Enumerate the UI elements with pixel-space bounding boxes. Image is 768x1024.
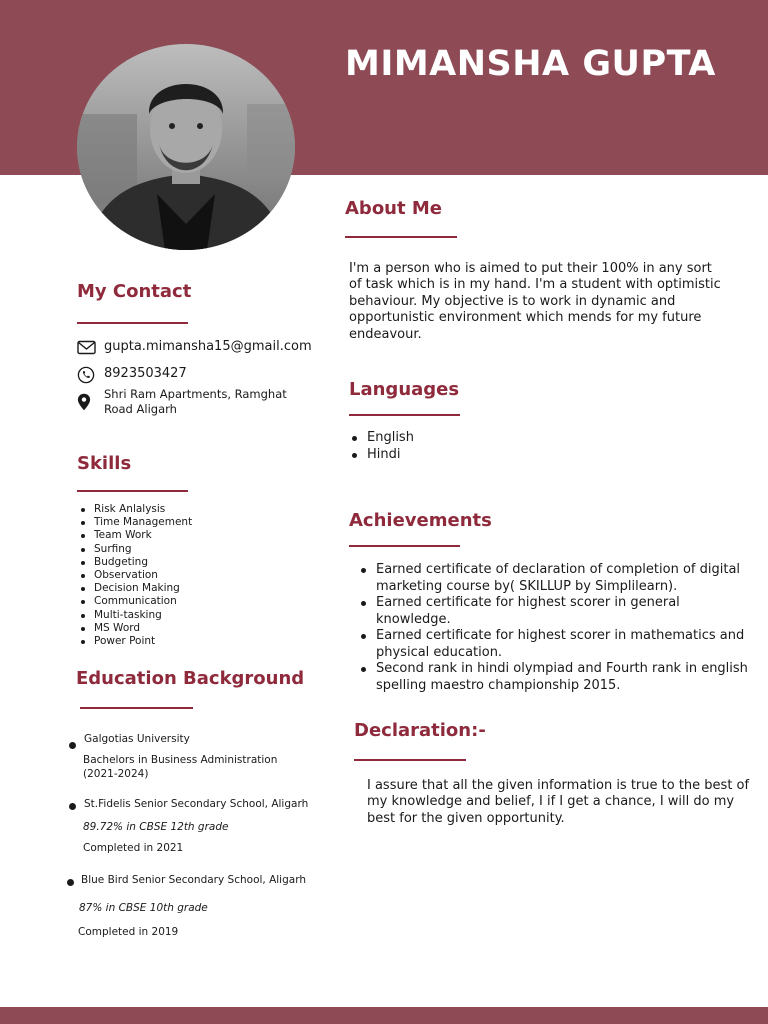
footer-band <box>0 1007 768 1024</box>
languages-divider <box>349 414 460 416</box>
achievement-item: Second rank in hindi olympiad and Fourth rank in english spelling maestro championship 2015. <box>358 661 758 694</box>
declaration-line: my knowledge and belief, I if I get a chance, I will do my <box>367 794 735 810</box>
education-completed: Completed in 2021 <box>83 842 184 854</box>
bullet-icon <box>69 742 76 749</box>
languages-list <box>349 430 549 463</box>
declaration-line: best for the given opportunity. <box>367 810 565 826</box>
location-pin-icon <box>77 393 91 415</box>
language-item: English <box>349 430 549 447</box>
skill-item: Communication <box>80 595 280 608</box>
about-line: I'm a person who is aimed to put their 100% in any sort <box>349 261 712 276</box>
bullet-icon <box>67 879 74 886</box>
skill-item: MS Word <box>80 622 280 635</box>
profile-photo <box>77 44 295 250</box>
declaration-heading: Declaration:- <box>354 720 486 741</box>
contact-phone-row <box>77 366 317 384</box>
achievement-item: Earned certificate for highest scorer in mathematics and physical education. <box>358 628 758 661</box>
about-text <box>349 261 759 343</box>
about-line: behaviour. My objective is to work in dynamic and <box>349 293 676 309</box>
about-heading: About Me <box>345 198 442 219</box>
education-grade: 89.72% in CBSE 12th grade <box>83 821 229 833</box>
contact-address-line1: Shri Ram Apartments, Ramghat <box>104 387 287 401</box>
skill-item: Observation <box>80 569 280 582</box>
resume-name: MIMANSHA GUPTA <box>345 44 716 84</box>
education-completed: Completed in 2019 <box>78 926 179 938</box>
contact-address-row <box>77 387 317 419</box>
achievement-item: Earned certificate of declaration of completion of digital marketing course by( SKILLUP by Simplilearn). <box>358 562 758 595</box>
skill-item: Team Work <box>80 529 280 542</box>
contact-email[interactable]: gupta.mimansha15@gmail.com <box>104 339 312 354</box>
about-line: of task which is in my hand. I'm a student with optimistic <box>349 277 721 293</box>
declaration-divider <box>354 759 466 761</box>
mail-icon <box>77 340 96 359</box>
skill-item: Surfing <box>80 543 280 556</box>
contact-email-row <box>77 339 317 357</box>
about-divider <box>345 236 457 238</box>
declaration-line: I assure that all the given information is true to the best of <box>367 778 750 793</box>
education-years: (2021-2024) <box>83 768 149 780</box>
education-school: Galgotias University <box>84 733 190 745</box>
skill-item: Budgeting <box>80 556 280 569</box>
skill-item: Power Point <box>80 635 280 648</box>
education-heading: Education Background <box>76 668 305 689</box>
contact-heading: My Contact <box>77 281 192 302</box>
contact-phone[interactable]: 8923503427 <box>104 366 187 381</box>
about-line: opportunistic environment which mends for my future <box>349 310 702 326</box>
contact-address-line2: Road Aligarh <box>104 402 177 416</box>
language-item: Hindi <box>349 447 549 464</box>
skills-divider <box>77 490 188 492</box>
achievements-list <box>358 562 758 694</box>
declaration-text <box>367 778 762 827</box>
education-degree: Bachelors in Business Administration <box>83 754 278 766</box>
achievements-heading: Achievements <box>349 510 492 531</box>
achievement-item: Earned certificate for highest scorer in general knowledge. <box>358 595 758 628</box>
skill-item: Risk Anlalysis <box>80 503 280 516</box>
skill-item: Time Management <box>80 516 280 529</box>
achievements-divider <box>349 545 460 547</box>
education-school: St.Fidelis Senior Secondary School, Aligarh <box>84 798 309 810</box>
contact-divider <box>77 322 188 324</box>
skills-heading: Skills <box>77 453 132 474</box>
education-grade: 87% in CBSE 10th grade <box>79 902 208 914</box>
languages-heading: Languages <box>349 379 460 400</box>
phone-icon <box>77 366 95 388</box>
skill-item: Decision Making <box>80 582 280 595</box>
bullet-icon <box>69 803 76 810</box>
skills-list <box>80 503 280 648</box>
education-school: Blue Bird Senior Secondary School, Aligarh <box>81 874 306 886</box>
skill-item: Multi-tasking <box>80 609 280 622</box>
education-divider <box>80 707 193 709</box>
about-line: endeavour. <box>349 326 422 342</box>
